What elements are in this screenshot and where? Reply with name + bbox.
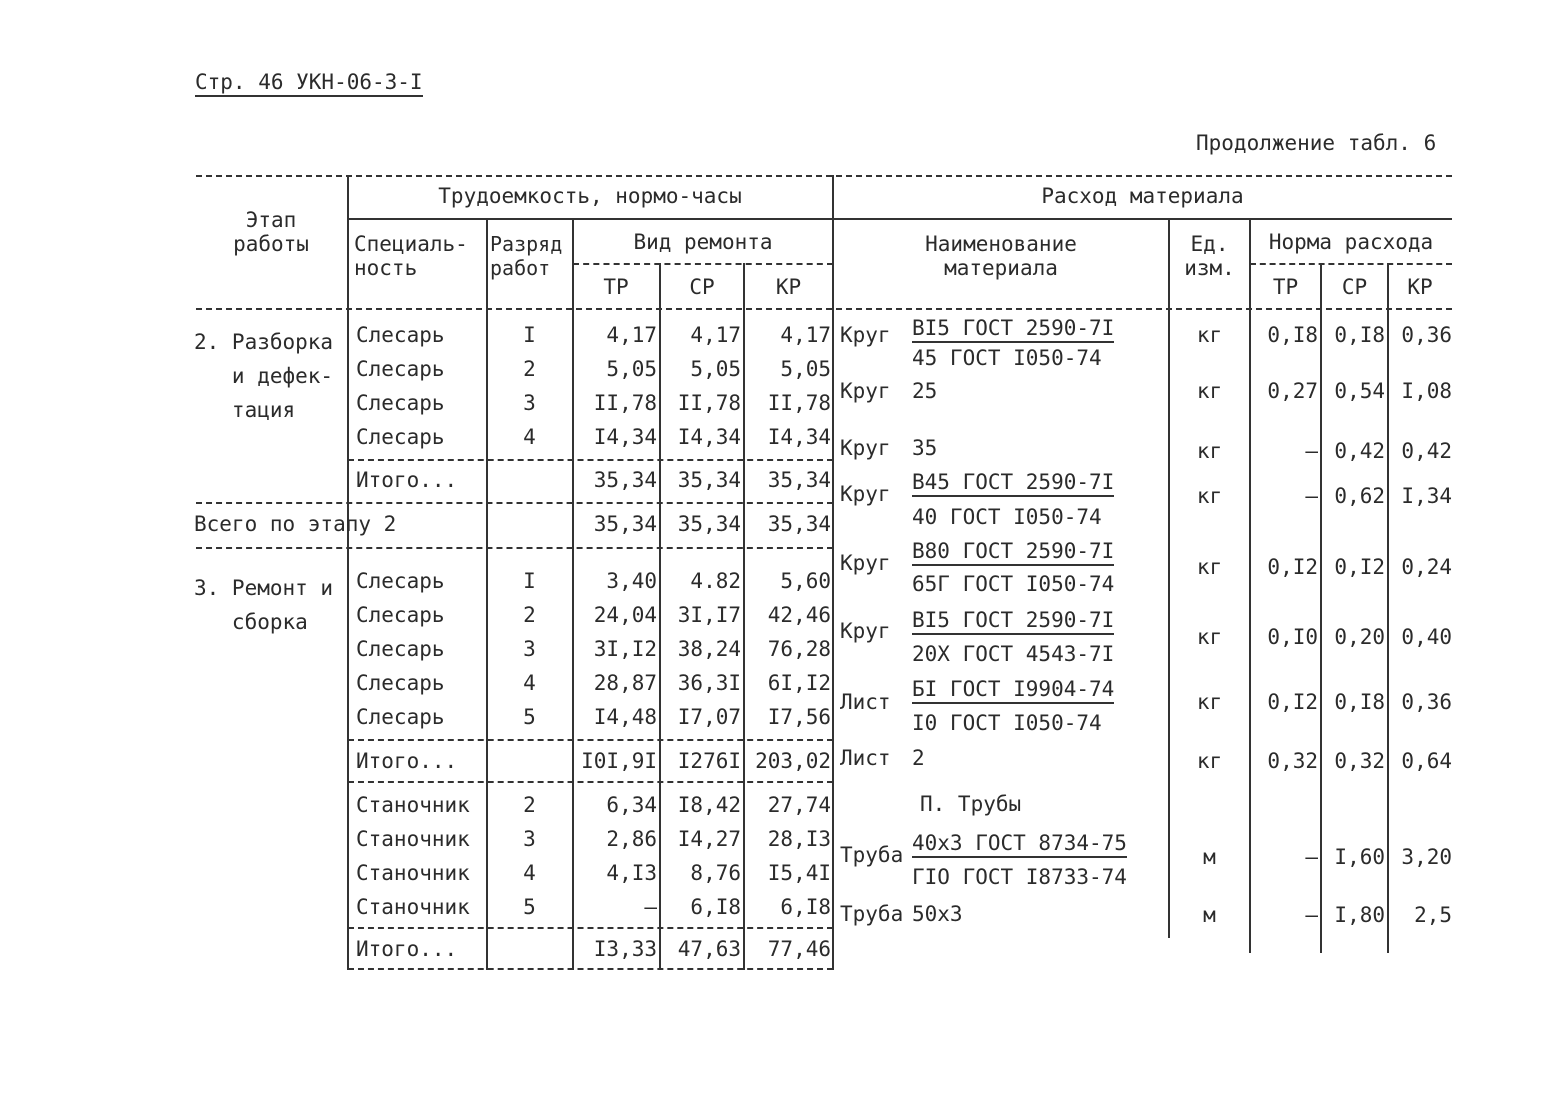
material-row-spec-top: BI5 ГОСТ 2590-7I	[912, 610, 1114, 635]
stage3-machinist-row-tr: 6,34	[606, 793, 657, 817]
stage2-row-tr: II,78	[593, 391, 657, 415]
stage2-grand-rule-bottom	[196, 547, 833, 549]
stage3-machinist-total-label: Итого...	[356, 937, 458, 961]
stage2-row-sr: II,78	[677, 391, 741, 415]
stage3-row-kr: 6I,I2	[767, 671, 831, 695]
material-row-kind: Круг	[840, 379, 891, 403]
material-row-unit: кг	[1196, 484, 1223, 508]
material-row-sr: 0,42	[1334, 439, 1385, 463]
stage3-machinist-total-kr: 77,46	[767, 937, 831, 961]
pipe-row-spec-top: 50х3	[912, 902, 963, 926]
stage3-machinist-row-tr: 4,I3	[606, 861, 657, 885]
stage3-row-tr: I4,48	[593, 705, 657, 729]
material-row-kr: I,08	[1401, 379, 1452, 403]
stage3-machinist-row-kr: 6,I8	[780, 895, 831, 919]
stage3-row-tr: 24,04	[593, 603, 657, 627]
stage2-row-kr: 5,05	[780, 357, 831, 381]
stage3-machinist-row-tr: –	[644, 895, 657, 919]
material-row-kind: Круг	[840, 436, 891, 460]
stage3-machinist-row-kr: I5,4I	[767, 861, 831, 885]
material-row-tr: 0,32	[1267, 749, 1318, 773]
pipe-row-kind: Труба	[840, 902, 904, 926]
stage3-machinist-row-sr: 6,I8	[690, 895, 741, 919]
material-row-spec-bottom: 20Х ГОСТ 4543-7I	[912, 642, 1115, 666]
stage3-total-kr: 203,02	[755, 749, 831, 773]
material-row-kind: Круг	[840, 551, 891, 575]
material-row-spec-top: 35	[912, 436, 938, 460]
col-divider-stage	[347, 175, 349, 970]
stage3-row-spec: Слесарь	[356, 637, 445, 661]
material-row-kind: Круг	[840, 619, 891, 643]
stage3-machinist-row-kr: 28,I3	[767, 827, 831, 851]
stage3-total-tr: I0I,9I	[581, 749, 657, 773]
stage2-total-kr: 35,34	[767, 468, 831, 492]
material-row-sr: 0,I2	[1334, 555, 1385, 579]
pipe-row-tr: –	[1305, 903, 1318, 927]
pipe-row-spec-bottom: ГIО ГОСТ I8733-74	[912, 865, 1127, 889]
stage3-row-grade: 3	[523, 637, 536, 661]
stage3-label: 3. Ремонт и сборка	[194, 576, 334, 634]
repair-subheader-rule	[573, 263, 833, 265]
material-row-tr: 0,I2	[1267, 555, 1318, 579]
stage3-total-b-rule	[348, 927, 833, 929]
material-row-spec-top: 25	[912, 379, 938, 403]
header-bottom-rule	[196, 308, 1452, 310]
stage2-row-tr: 5,05	[606, 357, 657, 381]
pipe-row-kr: 3,20	[1401, 845, 1452, 869]
stage2-row-kr: II,78	[767, 391, 831, 415]
material-row-spec-top: 2	[912, 746, 925, 770]
stage3-row-grade: 4	[523, 671, 536, 695]
stage3-row-sr: 38,24	[677, 637, 741, 661]
stage3-machinist-row-grade: 5	[523, 895, 536, 919]
material-row-unit: кг	[1196, 690, 1223, 714]
stage2-row-sr: I4,34	[677, 425, 741, 449]
material-row-sr: 0,I8	[1334, 323, 1385, 347]
stage2-row-spec: Слесарь	[356, 425, 445, 449]
table-top-rule	[196, 175, 1452, 177]
pipe-row-kr: 2,5	[1414, 903, 1452, 927]
stage3-machinist-row-spec: Станочник	[356, 895, 470, 919]
stage2-grand-total-kr: 35,34	[767, 512, 831, 536]
stage3-machinist-row-sr: 8,76	[690, 861, 741, 885]
material-row-spec-bottom: 45 ГОСТ I050-74	[912, 346, 1102, 370]
pipe-row-kind: Труба	[840, 843, 904, 867]
col-material-name-header: Наименование материала	[925, 232, 1077, 280]
stage2-row-spec: Слесарь	[356, 323, 445, 347]
material-row-kr: 0,40	[1401, 625, 1452, 649]
material-row-unit: кг	[1196, 625, 1223, 649]
material-row-sr: 0,20	[1334, 625, 1385, 649]
material-row-tr: 0,I8	[1267, 323, 1318, 347]
stage2-row-grade: 3	[523, 391, 536, 415]
table-bottom-rule	[348, 968, 833, 970]
pipe-row-unit: м	[1203, 903, 1216, 927]
material-row-unit: кг	[1196, 749, 1223, 773]
stage2-row-kr: I4,34	[767, 425, 831, 449]
stage3-machinist-row-sr: I8,42	[677, 793, 741, 817]
stage3-row-sr: 3I,I7	[677, 603, 741, 627]
stage2-row-spec: Слесарь	[356, 391, 445, 415]
stage2-row-spec: Слесарь	[356, 357, 445, 381]
stage2-row-grade: 4	[523, 425, 536, 449]
material-row-tr: –	[1305, 484, 1318, 508]
stage2-total-rule	[348, 459, 833, 461]
materials-heading: Расход материала	[1041, 184, 1244, 208]
material-row-spec-bottom: 40 ГОСТ I050-74	[912, 505, 1102, 529]
col-sr-header: СР	[689, 275, 715, 299]
col-spec-header: Специаль- ность	[354, 232, 468, 280]
pipe-row-unit: м	[1203, 845, 1216, 869]
stage3-row-spec: Слесарь	[356, 569, 445, 593]
stage2-row-kr: 4,17	[780, 323, 831, 347]
pipe-row-sr: I,60	[1334, 845, 1385, 869]
stage2-grand-total-sr: 35,34	[677, 512, 741, 536]
material-row-kind: Круг	[840, 482, 891, 506]
pipe-row-tr: –	[1305, 845, 1318, 869]
material-row-sr: 0,54	[1334, 379, 1385, 403]
norm-subheader-rule	[1250, 263, 1452, 265]
stage3-machinist-row-kr: 27,74	[767, 793, 831, 817]
material-row-kind: Лист	[840, 690, 891, 714]
material-row-sr: 0,62	[1334, 484, 1385, 508]
material-row-tr: 0,I0	[1267, 625, 1318, 649]
continuation-note: Продолжение табл. 6	[1196, 131, 1437, 155]
col-repair-header: Вид ремонта	[633, 230, 773, 254]
stage3-row-tr: 28,87	[593, 671, 657, 695]
material-row-unit: кг	[1196, 323, 1223, 347]
stage3-total-rule-bottom	[348, 781, 833, 783]
stage3-row-sr: I7,07	[677, 705, 741, 729]
stage2-grand-total-label: Всего по этапу 2	[194, 512, 397, 536]
material-row-spec-top: БI ГОСТ I9904-74	[912, 679, 1114, 704]
stage2-row-tr: I4,34	[593, 425, 657, 449]
stage2-row-tr: 4,17	[606, 323, 657, 347]
stage3-machinist-row-grade: 3	[523, 827, 536, 851]
stage3-total-rule-top	[348, 739, 833, 741]
stage3-row-grade: I	[523, 569, 536, 593]
stage3-row-spec: Слесарь	[356, 671, 445, 695]
page-reference: Стр. 46 УКН-06-3-I	[195, 72, 423, 97]
stage3-machinist-row-sr: I4,27	[677, 827, 741, 851]
col-kr-header: КР	[775, 275, 802, 299]
col-grade-header: Разряд работ	[490, 232, 563, 280]
col-norm-sr-header: СР	[1341, 275, 1368, 299]
material-row-spec-top: BI5 ГОСТ 2590-7I	[912, 318, 1114, 343]
material-row-tr: 0,27	[1267, 379, 1318, 403]
stage2-row-grade: 2	[523, 357, 536, 381]
stage3-row-kr: I7,56	[767, 705, 831, 729]
pipe-row-sr: I,80	[1334, 903, 1385, 927]
stage3-row-sr: 4.82	[690, 569, 741, 593]
labor-heading: Трудоемкость, нормо-часы	[438, 184, 742, 208]
stage3-row-grade: 2	[523, 603, 536, 627]
pipes-section-title: П. Трубы	[920, 792, 1022, 816]
material-row-kr: 0,24	[1401, 555, 1452, 579]
stage3-row-sr: 36,3I	[677, 671, 741, 695]
stage2-grand-rule-top	[196, 502, 833, 504]
pipe-row-spec-top: 40х3 ГОСТ 8734-75	[912, 833, 1127, 858]
stage2-grand-total-tr: 35,34	[593, 512, 657, 536]
stage3-row-grade: 5	[523, 705, 536, 729]
col-norm-tr-header: ТР	[1272, 275, 1299, 299]
material-row-kr: 0,36	[1401, 323, 1452, 347]
col-stage-header: Этап работы	[233, 208, 309, 256]
stage3-machinist-total-sr: 47,63	[677, 937, 741, 961]
material-row-tr: –	[1305, 439, 1318, 463]
material-row-kr: 0,36	[1401, 690, 1452, 714]
stage3-row-spec: Слесарь	[356, 603, 445, 627]
material-row-spec-top: B80 ГОСТ 2590-7I	[912, 541, 1114, 566]
material-row-kr: I,34	[1401, 484, 1452, 508]
stage3-row-kr: 5,60	[780, 569, 831, 593]
stage2-total-label: Итого...	[356, 468, 458, 492]
stage3-machinist-row-grade: 2	[523, 793, 536, 817]
group-header-rule	[348, 218, 1452, 220]
stage3-row-tr: 3I,I2	[593, 637, 657, 661]
stage3-total-label: Итого...	[356, 749, 458, 773]
material-row-kind: Лист	[840, 746, 891, 770]
stage3-row-kr: 76,28	[767, 637, 831, 661]
material-row-unit: кг	[1196, 555, 1223, 579]
col-tr-header: ТР	[603, 275, 629, 299]
material-row-kind: Круг	[840, 323, 891, 347]
stage2-label: 2. Разборка и дефек- тация	[194, 330, 334, 422]
stage3-machinist-row-spec: Станочник	[356, 793, 470, 817]
material-row-kr: 0,64	[1401, 749, 1452, 773]
material-row-sr: 0,I8	[1334, 690, 1385, 714]
stage3-machinist-row-tr: 2,86	[606, 827, 657, 851]
col-norm-kr-header: КР	[1407, 275, 1433, 299]
stage3-machinist-row-spec: Станочник	[356, 827, 470, 851]
stage3-machinist-row-grade: 4	[523, 861, 536, 885]
stage2-row-sr: 4,17	[690, 323, 741, 347]
stage2-row-sr: 5,05	[690, 357, 741, 381]
material-row-spec-top: B45 ГОСТ 2590-7I	[912, 472, 1114, 497]
stage3-machinist-row-spec: Станочник	[356, 861, 470, 885]
stage3-row-spec: Слесарь	[356, 705, 445, 729]
stage2-total-tr: 35,34	[593, 468, 657, 492]
stage2-total-sr: 35,34	[677, 468, 741, 492]
stage2-row-grade: I	[523, 323, 536, 347]
material-row-unit: кг	[1196, 439, 1223, 463]
stage3-total-sr: I276I	[677, 749, 741, 773]
material-row-sr: 0,32	[1334, 749, 1385, 773]
material-row-spec-bottom: 65Г ГОСТ I050-74	[912, 572, 1115, 596]
material-row-tr: 0,I2	[1267, 690, 1318, 714]
col-unit-header: Ед. изм.	[1184, 232, 1235, 280]
col-norm-header: Норма расхода	[1268, 230, 1434, 254]
stage3-machinist-total-tr: I3,33	[593, 937, 657, 961]
stage3-row-tr: 3,40	[606, 569, 657, 593]
material-row-kr: 0,42	[1401, 439, 1452, 463]
material-row-unit: кг	[1196, 379, 1223, 403]
material-row-spec-bottom: I0 ГОСТ I050-74	[912, 711, 1102, 735]
stage3-row-kr: 42,46	[767, 603, 831, 627]
